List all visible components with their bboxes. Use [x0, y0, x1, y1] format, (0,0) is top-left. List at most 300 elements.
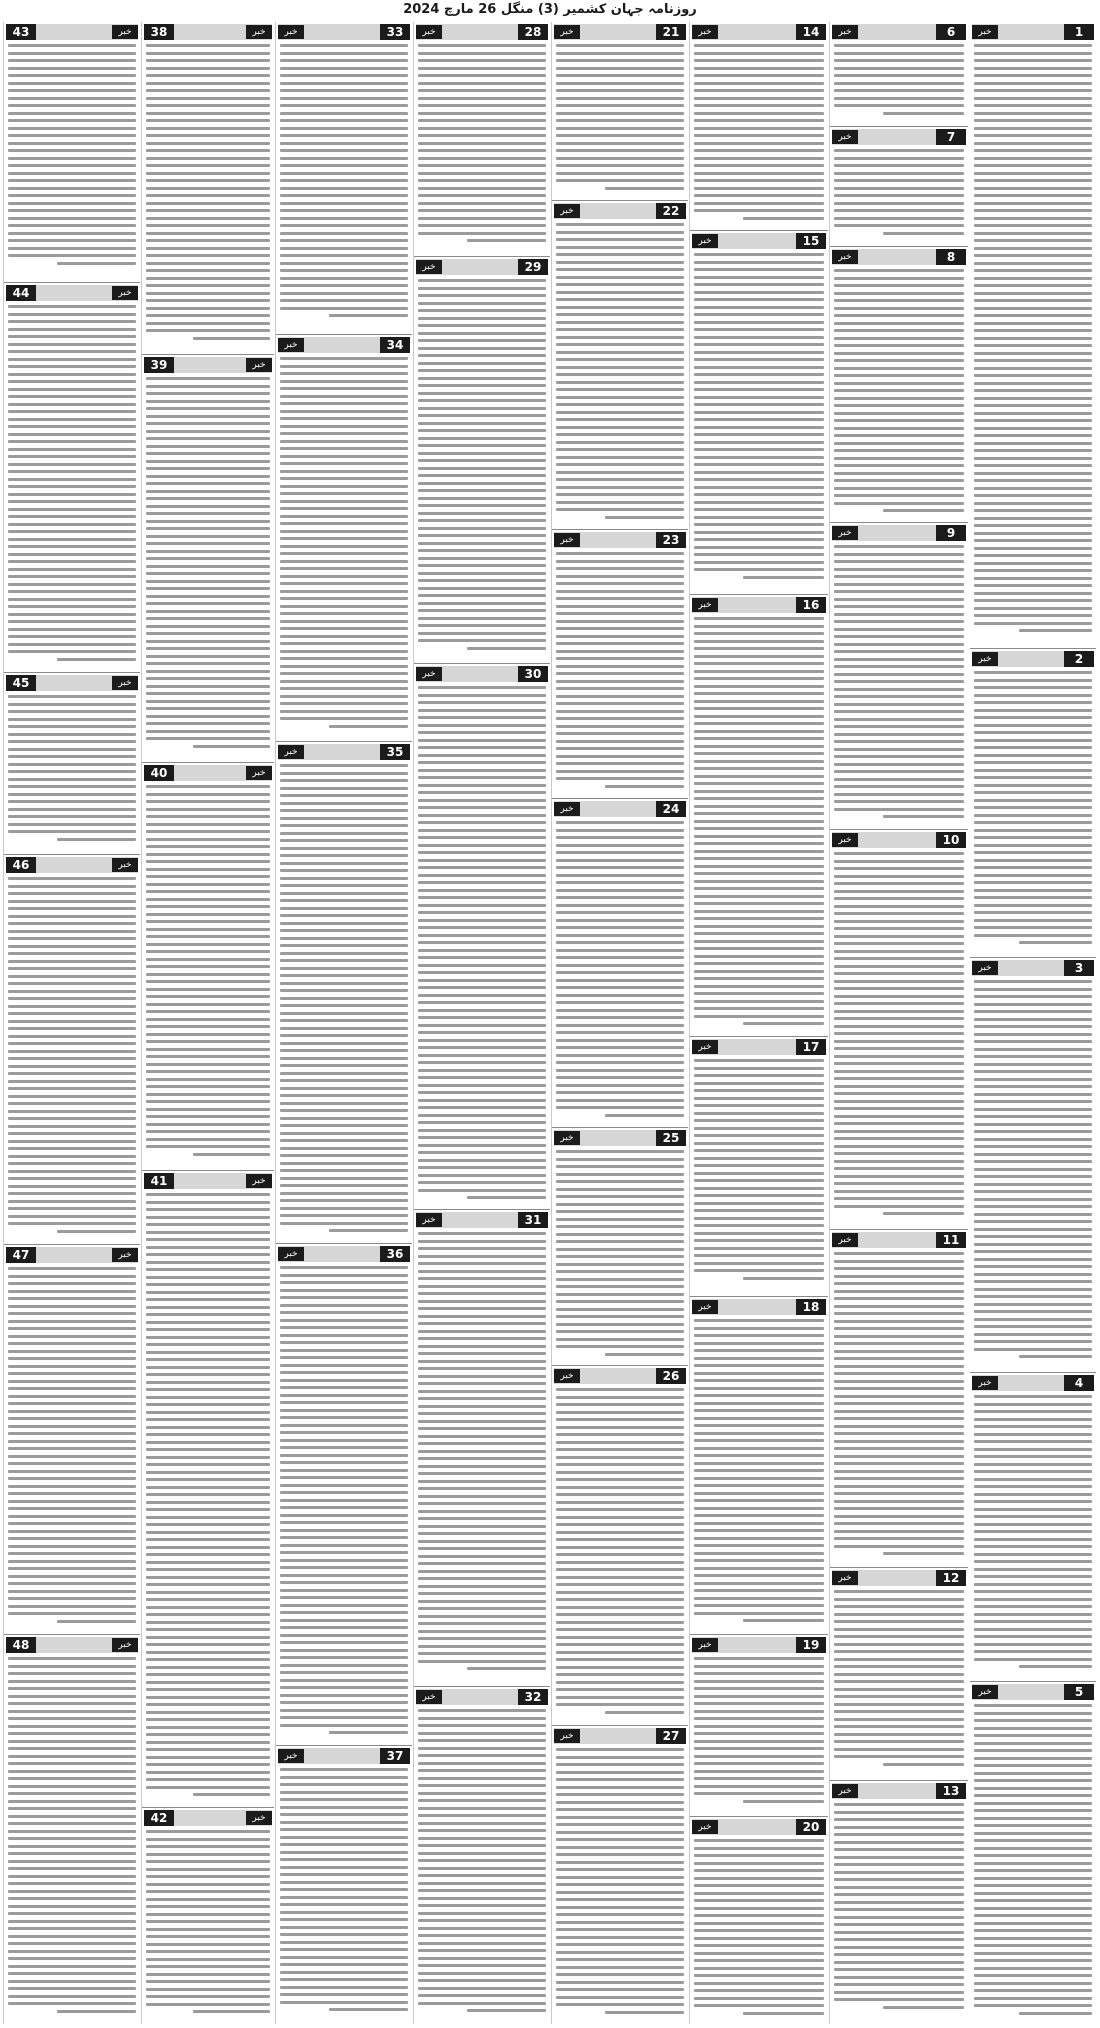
text-line: [834, 1372, 964, 1375]
text-line: [280, 1356, 408, 1359]
news-item-header: [692, 24, 826, 40]
text-line: [834, 1856, 964, 1859]
text-line: [974, 1545, 1092, 1548]
text-line: [280, 809, 408, 812]
text-line: [280, 269, 408, 272]
text-line: [8, 508, 136, 511]
text-line: [418, 866, 546, 869]
text-line: [8, 1500, 136, 1503]
text-line: [834, 97, 964, 100]
text-line: [834, 613, 964, 616]
text-line: [834, 1811, 964, 1814]
text-line: [146, 1268, 270, 1271]
text-line: [974, 2004, 1092, 2007]
text-line: [556, 343, 684, 346]
text-line: [280, 552, 408, 555]
news-item-number: 43: [6, 24, 36, 40]
text-line: [834, 733, 964, 736]
text-line: [556, 1061, 684, 1064]
news-item-tag: خبر: [416, 667, 442, 681]
text-line: [280, 1431, 408, 1434]
text-line: [556, 866, 684, 869]
text-line: [146, 1238, 270, 1241]
text-line: [8, 1672, 136, 1675]
news-item-number: 32: [518, 1689, 548, 1705]
text-line: [8, 718, 136, 721]
text-line: [280, 1124, 408, 1127]
text-line: [8, 1372, 136, 1375]
text-line: [418, 1897, 546, 1900]
text-line: [280, 284, 408, 287]
text-line: [8, 800, 136, 803]
text-line: [974, 524, 1092, 527]
text-line: [834, 1673, 964, 1676]
text-line: [834, 1976, 964, 1979]
text-line: [974, 1508, 1092, 1511]
news-item-text: [4, 875, 140, 1233]
text-line: [280, 802, 408, 805]
text-line: [605, 1114, 684, 1117]
news-item-number: 31: [518, 1212, 548, 1228]
text-line: [146, 1771, 270, 1774]
text-line: [467, 1196, 546, 1199]
text-line: [974, 1213, 1092, 1216]
column-8: [3, 22, 140, 2024]
news-item-number: 1: [1064, 24, 1094, 40]
news-item-number: 41: [144, 1173, 174, 1189]
text-line: [8, 112, 136, 115]
text-line: [556, 1403, 684, 1406]
text-line: [556, 1463, 684, 1466]
text-line: [146, 1223, 270, 1226]
text-line: [467, 647, 546, 650]
text-line: [694, 1847, 824, 1850]
text-line: [556, 1996, 684, 1999]
text-line: [146, 430, 270, 433]
text-line: [974, 44, 1092, 47]
text-line: [8, 1837, 136, 1840]
text-line: [8, 142, 136, 145]
text-line: [556, 321, 684, 324]
text-line: [834, 890, 964, 893]
text-line: [146, 527, 270, 530]
text-line: [418, 1487, 546, 1490]
text-line: [146, 1988, 270, 1991]
text-line: [280, 854, 408, 857]
text-line: [694, 1074, 824, 1077]
text-line: [418, 44, 546, 47]
text-line: [146, 1085, 270, 1088]
text-line: [418, 564, 546, 567]
text-line: [694, 268, 824, 271]
text-line: [418, 836, 546, 839]
text-line: [280, 974, 408, 977]
text-line: [974, 1183, 1092, 1186]
text-line: [280, 1012, 408, 1015]
text-line: [146, 74, 270, 77]
text-line: [8, 1995, 136, 1998]
text-line: [834, 209, 964, 212]
text-line: [418, 1904, 546, 1907]
text-line: [280, 832, 408, 835]
text-line: [146, 1980, 270, 1983]
text-line: [694, 89, 824, 92]
text-line: [834, 1107, 964, 1110]
news-item-number: 25: [656, 1130, 686, 1146]
text-line: [8, 1612, 136, 1615]
text-line: [418, 934, 546, 937]
text-line: [834, 1718, 964, 1721]
text-line: [556, 1681, 684, 1684]
text-line: [280, 1177, 408, 1180]
text-line: [556, 381, 684, 384]
text-line: [743, 217, 824, 220]
text-line: [834, 277, 964, 280]
text-line: [146, 1733, 270, 1736]
text-line: [694, 932, 824, 935]
news-item-header: [832, 129, 966, 145]
text-line: [146, 655, 270, 658]
news-item-number: 15: [796, 233, 826, 249]
text-line: [556, 762, 684, 765]
text-line: [974, 547, 1092, 550]
text-line: [556, 657, 684, 660]
news-item: [552, 22, 688, 200]
text-line: [694, 947, 824, 950]
text-line: [834, 1680, 964, 1683]
text-line: [418, 1181, 546, 1184]
text-line: [280, 1701, 408, 1704]
text-line: [280, 1836, 408, 1839]
text-line: [418, 1106, 546, 1109]
text-line: [57, 1230, 136, 1233]
text-line: [418, 1769, 546, 1772]
masthead-title: روزنامہ جہان کشمیر (3) منگل 26 مارچ 2024: [403, 2, 697, 17]
text-line: [694, 1239, 824, 1242]
text-line: [280, 1094, 408, 1097]
text-line: [146, 1493, 270, 1496]
text-line: [280, 224, 408, 227]
text-line: [974, 329, 1092, 332]
text-line: [280, 500, 408, 503]
text-line: [8, 605, 136, 608]
text-line: [834, 778, 964, 781]
text-line: [974, 614, 1092, 617]
text-line: [146, 935, 270, 938]
text-line: [834, 52, 964, 55]
text-line: [418, 1874, 546, 1877]
text-line: [280, 1461, 408, 1464]
text-line: [694, 730, 824, 733]
news-item-text: [830, 1588, 968, 1766]
text-line: [8, 1597, 136, 1600]
news-item-tag: خبر: [278, 1247, 304, 1261]
text-line: [556, 238, 684, 241]
text-line: [556, 1606, 684, 1609]
text-line: [329, 1731, 408, 1734]
text-line: [834, 1635, 964, 1638]
text-line: [974, 149, 1092, 152]
text-line: [8, 1215, 136, 1218]
text-line: [974, 479, 1092, 482]
text-line: [280, 74, 408, 77]
text-line: [280, 794, 408, 797]
text-line: [418, 784, 546, 787]
text-line: [280, 232, 408, 235]
text-line: [974, 1779, 1092, 1782]
text-line: [694, 1379, 824, 1382]
text-line: [418, 1009, 546, 1012]
text-line: [8, 232, 136, 235]
text-line: [834, 1010, 964, 1013]
text-line: [694, 1740, 824, 1743]
text-line: [556, 1883, 684, 1886]
text-line: [834, 1077, 964, 1080]
text-line: [694, 209, 824, 212]
text-line: [418, 1307, 546, 1310]
news-item-header: [144, 1810, 272, 1826]
text-line: [280, 134, 408, 137]
text-line: [834, 1688, 964, 1691]
text-line: [694, 872, 824, 875]
text-line: [556, 1233, 684, 1236]
text-line: [280, 1559, 408, 1562]
text-line: [834, 635, 964, 638]
text-line: [280, 672, 408, 675]
text-line: [556, 478, 684, 481]
text-line: [556, 1666, 684, 1669]
text-line: [834, 367, 964, 370]
text-line: [418, 1091, 546, 1094]
text-line: [974, 374, 1092, 377]
text-line: [8, 1147, 136, 1150]
text-line: [834, 950, 964, 953]
text-line: [834, 598, 964, 601]
text-line: [418, 1784, 546, 1787]
text-line: [834, 1938, 964, 1941]
text-line: [834, 1998, 964, 2001]
text-line: [974, 1288, 1092, 1291]
text-line: [280, 1117, 408, 1120]
news-item-tag: خبر: [112, 25, 138, 39]
text-line: [556, 1913, 684, 1916]
text-line: [8, 1072, 136, 1075]
text-line: [556, 1508, 684, 1511]
text-line: [974, 844, 1092, 847]
text-line: [146, 269, 270, 272]
text-line: [694, 1672, 824, 1675]
text-line: [146, 1063, 270, 1066]
news-item-header: [832, 525, 966, 541]
text-line: [694, 1907, 824, 1910]
text-line: [834, 897, 964, 900]
text-line: [146, 1025, 270, 1028]
text-line: [146, 1928, 270, 1931]
text-line: [556, 1300, 684, 1303]
text-line: [694, 1967, 824, 1970]
text-line: [974, 1040, 1092, 1043]
text-line: [8, 1102, 136, 1105]
text-line: [146, 670, 270, 673]
text-line: [280, 1888, 408, 1891]
news-item: [970, 22, 1096, 648]
text-line: [8, 1050, 136, 1053]
text-line: [418, 1622, 546, 1625]
text-line: [280, 620, 408, 623]
text-line: [280, 1401, 408, 1404]
text-line: [280, 157, 408, 160]
text-line: [146, 1351, 270, 1354]
news-item: [414, 663, 550, 1210]
news-item-text: [970, 669, 1096, 944]
text-line: [280, 425, 408, 428]
text-line: [974, 1500, 1092, 1503]
text-line: [280, 1724, 408, 1727]
text-line: [280, 1664, 408, 1667]
text-line: [974, 874, 1092, 877]
text-line: [974, 1070, 1092, 1073]
news-item-number: 45: [6, 675, 36, 691]
text-line: [280, 1926, 408, 1929]
text-line: [280, 1918, 408, 1921]
text-line: [556, 508, 684, 511]
text-line: [146, 149, 270, 152]
column-4: [551, 22, 688, 2024]
text-line: [556, 1613, 684, 1616]
text-line: [418, 534, 546, 537]
text-line: [834, 1260, 964, 1263]
text-line: [146, 1433, 270, 1436]
text-line: [146, 1298, 270, 1301]
text-line: [418, 859, 546, 862]
text-line: [974, 104, 1092, 107]
text-line: [8, 620, 136, 623]
text-line: [280, 202, 408, 205]
text-line: [556, 732, 684, 735]
text-line: [418, 224, 546, 227]
news-item-number: 10: [936, 832, 966, 848]
text-line: [834, 1462, 964, 1465]
text-line: [280, 657, 408, 660]
text-line: [694, 910, 824, 913]
text-line: [418, 187, 546, 190]
text-line: [694, 1217, 824, 1220]
text-line: [556, 1203, 684, 1206]
text-line: [8, 598, 136, 601]
text-line: [8, 515, 136, 518]
news-item-header: [278, 744, 410, 760]
text-line: [694, 850, 824, 853]
text-line: [834, 1290, 964, 1293]
text-line: [743, 576, 824, 579]
text-line: [418, 632, 546, 635]
text-line: [834, 1695, 964, 1698]
text-line: [974, 277, 1092, 280]
text-line: [974, 1243, 1092, 1246]
text-line: [556, 1039, 684, 1042]
text-line: [556, 642, 684, 645]
text-line: [418, 1807, 546, 1810]
text-line: [146, 535, 270, 538]
text-line: [556, 844, 684, 847]
text-line: [8, 1447, 136, 1450]
text-line: [974, 821, 1092, 824]
text-line: [834, 935, 964, 938]
text-line: [694, 1247, 824, 1250]
text-line: [974, 761, 1092, 764]
text-line: [418, 1510, 546, 1513]
text-line: [280, 1072, 408, 1075]
news-item: [970, 648, 1096, 958]
news-item: [830, 246, 968, 523]
news-item-header: [144, 1173, 272, 1189]
text-line: [694, 531, 824, 534]
text-line: [280, 485, 408, 488]
text-line: [974, 592, 1092, 595]
text-line: [834, 1267, 964, 1270]
text-line: [974, 919, 1092, 922]
text-line: [280, 462, 408, 465]
news-item-tag: خبر: [278, 338, 304, 352]
text-line: [556, 1696, 684, 1699]
text-line: [556, 1921, 684, 1924]
text-line: [974, 82, 1092, 85]
text-line: [146, 1313, 270, 1316]
text-line: [280, 194, 408, 197]
text-line: [280, 365, 408, 368]
text-line: [556, 717, 684, 720]
text-line: [146, 1145, 270, 1148]
text-line: [556, 725, 684, 728]
text-line: [8, 89, 136, 92]
text-line: [834, 605, 964, 608]
text-line: [834, 987, 964, 990]
text-line: [146, 142, 270, 145]
text-line: [694, 790, 824, 793]
text-line: [146, 1108, 270, 1111]
text-line: [418, 806, 546, 809]
text-line: [193, 337, 270, 340]
text-line: [280, 1806, 408, 1809]
text-line: [8, 568, 136, 571]
text-line: [8, 1552, 136, 1555]
text-line: [8, 350, 136, 353]
text-line: [556, 1808, 684, 1811]
text-line: [694, 373, 824, 376]
text-line: [974, 1108, 1092, 1111]
news-item-text: [970, 1702, 1096, 2015]
text-line: [694, 1424, 824, 1427]
text-line: [834, 74, 964, 77]
text-line: [8, 922, 136, 925]
text-line: [280, 687, 408, 690]
text-line: [146, 1598, 270, 1601]
text-line: [974, 217, 1092, 220]
text-line: [834, 307, 964, 310]
text-line: [418, 904, 546, 907]
text-line: [146, 1373, 270, 1376]
text-line: [974, 464, 1092, 467]
text-line: [146, 239, 270, 242]
text-line: [974, 1463, 1092, 1466]
text-line: [146, 913, 270, 916]
text-line: [146, 1216, 270, 1219]
text-line: [8, 1515, 136, 1518]
text-line: [146, 1643, 270, 1646]
text-line: [8, 1537, 136, 1540]
text-line: [418, 347, 546, 350]
text-line: [418, 716, 546, 719]
